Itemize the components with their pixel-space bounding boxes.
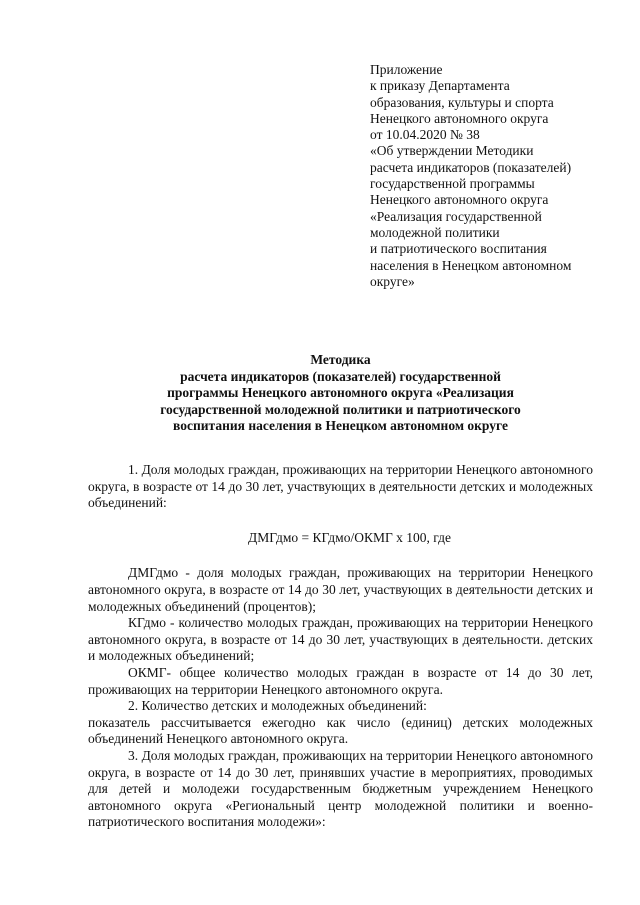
appendix-line: «Реализация государственной [370,208,542,224]
title-line: Методика [310,352,371,367]
paragraph-item-3: 3. Доля молодых граждан, проживающих на территории Ненецкого автономного округа, в возрасте от 14 до 30 лет, принявших участие в мероприятиях, проводимых для детей и молодежи государственным бюджетным учреждением Ненецкого автономного округа «Региональный центр молодежной политики и военно-патриотического воспитания молодежи»: [88,747,593,830]
title-line: расчета индикаторов (показателей) государственной [180,368,501,384]
appendix-line: населения в Ненецком автономном [370,257,572,273]
appendix-line: «Об утверждении Методики [370,143,534,159]
appendix-line: образования, культуры и спорта [370,94,554,110]
definition-dmg: ДМГдмо - доля молодых граждан, проживающих на территории Ненецкого автономного округа, в возрасте от 14 до 30 лет, участвующих в деятельности детских и молодежных объединений (процентов); [88,565,593,614]
title-line: программы Ненецкого автономного округа «Реализация [167,385,514,400]
appendix-line: государственной программы [370,176,535,192]
title-line: государственной молодежной политики и патриотического [160,401,521,417]
appendix-line: от 10.04.2020 № 38 [370,127,480,143]
appendix-line: расчета индикаторов (показателей) [370,159,572,175]
paragraph-item-2: 2. Количество детских и молодежных объединений: [128,698,427,714]
title-line: воспитания населения в Ненецком автономном округе [173,418,508,433]
appendix-line: молодежной политики [370,224,500,240]
appendix-line: к приказу Департамента [370,78,510,94]
paragraph-item-2-text: показатель рассчитывается ежегодно как число (единиц) детских молодежных объединений Ненецкого автономного округа. [88,714,593,747]
appendix-line: Приложение [370,62,443,77]
definition-kg: КГдмо - количество молодых граждан, проживающих на территории Ненецкого автономного округа, в возрасте от 14 до 30 лет, участвующих в деятельности. детских и молодежных объединений; [88,615,593,664]
appendix-header [370,62,620,290]
formula: ДМГдмо = КГдмо/ОКМГ x 100, где [247,529,452,545]
document-title [88,352,593,435]
paragraph-item-1: 1. Доля молодых граждан, проживающих на территории Ненецкого автономного округа, в возрасте от 14 до 30 лет, участвующих в деятельности детских и молодежных объединений: [88,462,593,511]
appendix-line: и патриотического воспитания [370,241,547,257]
document-body [88,462,593,831]
appendix-line: Ненецкого автономного округа [370,110,549,126]
definition-okmg: ОКМГ- общее количество молодых граждан в возрасте от 14 до 30 лет, проживающих на территории Ненецкого автономного округа. [88,664,593,697]
appendix-line: округе» [370,273,415,289]
appendix-line: Ненецкого автономного округа [370,192,549,208]
